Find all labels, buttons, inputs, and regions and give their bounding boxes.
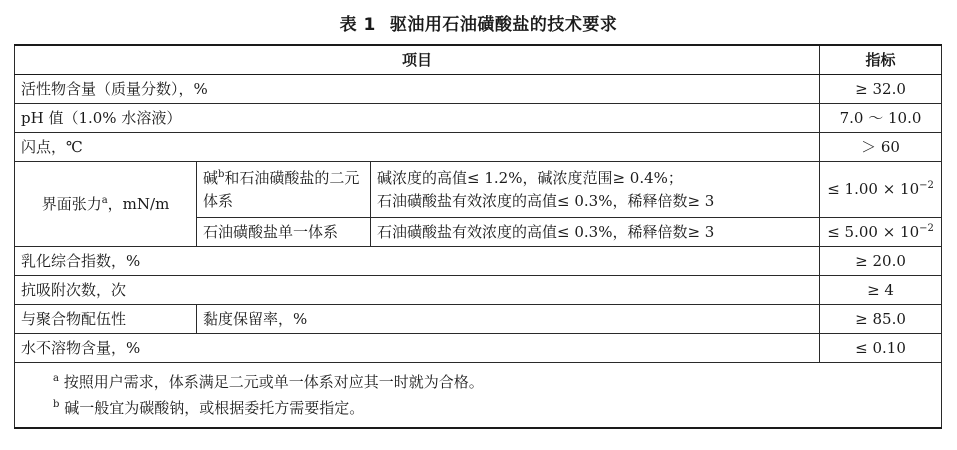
row-label-polymer: 与聚合物配伍性 (15, 305, 197, 334)
sub1-value-base: ≤ 1.00 × 10 (827, 180, 920, 198)
sub1-name-prefix: 碱 (203, 168, 219, 187)
footnote-mark-b: b (218, 168, 225, 180)
sub1-condition-1: 碱浓度的高值≤ 1.2%，碱浓度范围≥ 0.4%； (377, 168, 683, 187)
table-row (15, 162, 942, 218)
interfacial-label-unit: ，mN/m (107, 194, 170, 213)
row-label-active: 活性物含量（质量分数），% (15, 75, 820, 104)
interfacial-sub2-condition: 石油磺酸盐有效浓度的高值≤ 0.3%，稀释倍数≥ 3 (371, 218, 820, 247)
row-label-ph: pH 值（1.0% 水溶液） (15, 104, 820, 133)
sub1-condition-2: 石油磺酸盐有效浓度的高值≤ 0.3%，稀释倍数≥ 3 (377, 191, 715, 210)
interfacial-sub1-value (820, 162, 942, 218)
table-header-row (15, 45, 942, 75)
sub2-value-exp: −2 (919, 222, 934, 234)
table-row (15, 75, 942, 104)
note-b-mark: b (53, 399, 60, 410)
header-item: 项目 (15, 45, 820, 75)
note-a-text: 按照用户需求，体系满足二元或单一体系对应其一时就为合格。 (63, 373, 484, 391)
row-label-emulsify: 乳化综合指数，% (15, 247, 820, 276)
row-value-adsorb: ≥ 4 (820, 276, 942, 305)
table-row (15, 276, 942, 305)
spec-table (14, 44, 942, 429)
table-row (15, 334, 942, 363)
interfacial-label-text: 界面张力 (41, 194, 102, 213)
row-label-adsorb: 抗吸附次数，次 (15, 276, 820, 305)
table-number: 表 1 (339, 15, 376, 35)
interfacial-sub2-name: 石油磺酸盐单一体系 (197, 218, 371, 247)
table-notes (15, 363, 942, 429)
interfacial-sub1-conditions (371, 162, 820, 218)
table-title: 驱油用石油磺酸盐的技术要求 (389, 15, 618, 35)
note-b (53, 395, 931, 421)
table-row (15, 305, 942, 334)
header-index: 指标 (820, 45, 942, 75)
row-label-flash: 闪点，℃ (15, 133, 820, 162)
table-row (15, 133, 942, 162)
table-caption (0, 10, 957, 35)
footnote-mark-a: a (101, 194, 108, 206)
row-value-emulsify: ≥ 20.0 (820, 247, 942, 276)
interfacial-sub1-name (197, 162, 371, 218)
row-value-active: ≥ 32.0 (820, 75, 942, 104)
row-value-flash: ＞ 60 (820, 133, 942, 162)
note-a (53, 369, 931, 395)
table-row (15, 247, 942, 276)
table-notes-row (15, 363, 942, 429)
row-label-insoluble: 水不溶物含量，% (15, 334, 820, 363)
row-value-ph: 7.0 ～ 10.0 (820, 104, 942, 133)
sub1-name-rest: 和石油磺酸盐的二元体系 (203, 168, 360, 210)
row-sub-polymer: 黏度保留率，% (197, 305, 820, 334)
note-a-mark: a (53, 373, 59, 384)
sub1-value-exp: −2 (919, 180, 934, 191)
row-label-interfacial (15, 162, 197, 247)
interfacial-sub2-value (820, 218, 942, 247)
sub2-value-base: ≤ 5.00 × 10 (827, 222, 920, 241)
note-b-text: 碱一般宜为碳酸钠，或根据委托方需要指定。 (64, 399, 365, 417)
row-value-polymer: ≥ 85.0 (820, 305, 942, 334)
table-row (15, 104, 942, 133)
row-value-insoluble: ≤ 0.10 (820, 334, 942, 363)
